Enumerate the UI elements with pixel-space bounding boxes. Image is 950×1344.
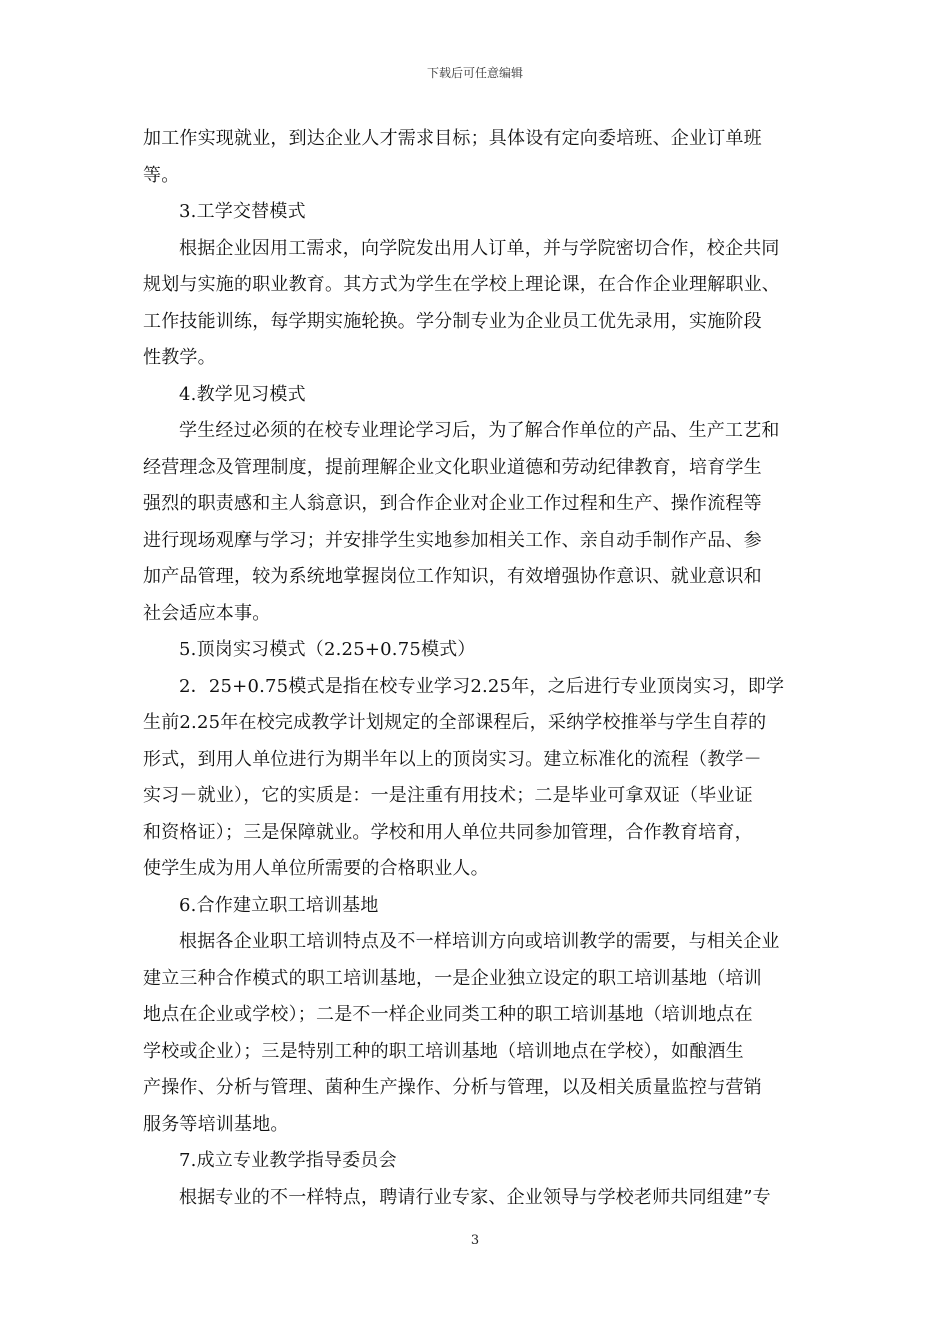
text-line: 形式，到用人单位进行为期半年以上的顶岗实习。建立标准化的流程（教学－: [143, 748, 762, 770]
text-line: 地点在企业或学校）；二是不一样企业同类工种的职工培训基地（培训地点在: [143, 1004, 753, 1025]
text-line: 加工作实现就业，到达企业人才需求目标；具体设有定向委培班、企业订单班: [143, 128, 762, 149]
header-note: 下载后可任意编辑: [426, 66, 523, 80]
text-line: 进行现场观摩与学习；并安排学生实地参加相关工作、亲自动手制作产品、参: [143, 529, 762, 551]
text-line: 和资格证）；三是保障就业。学校和用人单位共同参加管理，合作教育培育，: [143, 821, 753, 843]
text-line: 5.顶岗实习模式（2.25+0.75模式）: [179, 639, 476, 660]
text-line: 生前2.25年在校完成教学计划规定的全部课程后，采纳学校推举与学生自荐的: [143, 712, 767, 733]
text-line: 根据各企业职工培训特点及不一样培训方向或培训教学的需要，与相关企业: [179, 931, 780, 952]
text-line: 服务等培训基地。: [143, 1113, 289, 1135]
text-line: 社会适应本事。: [143, 602, 271, 624]
text-line: 建立三种合作模式的职工培训基地，一是企业独立设定的职工培训基地（培训: [143, 967, 762, 989]
text-line: 工作技能训练，每学期实施轮换。学分制专业为企业员工优先录用，实施阶段: [143, 310, 762, 332]
text-line: 学生经过必须的在校专业理论学习后，为了解合作单位的产品、生产工艺和: [179, 420, 780, 441]
text-line: 使学生成为用人单位所需要的合格职业人。: [143, 858, 489, 879]
document-body: [143, 121, 811, 1216]
page-number: 3: [470, 1233, 480, 1248]
text-line: 产操作、分析与管理、菌种生产操作、分析与管理，以及相关质量监控与营销: [143, 1077, 762, 1098]
text-line: 2．25+0.75模式是指在校专业学习2.25年，之后进行专业顶岗实习，即学: [179, 675, 785, 697]
text-line: 3.工学交替模式: [179, 201, 306, 222]
text-line: 学校或企业）；三是特别工种的职工培训基地（培训地点在学校），如酿酒生: [143, 1040, 744, 1062]
text-line: 7.成立专业教学指导委员会: [179, 1150, 397, 1171]
text-line: 规划与实施的职业教育。其方式为学生在学校上理论课，在合作企业理解职业、: [143, 274, 780, 295]
text-line: 性教学。: [143, 347, 216, 368]
text-line: 等。: [143, 164, 180, 186]
text-line: 经营理念及管理制度，提前理解企业文化职业道德和劳动纪律教育，培育学生: [143, 456, 762, 478]
text-line: 根据企业因用工需求，向学院发出用人订单，并与学院密切合作，校企共同: [179, 237, 780, 259]
text-line: 强烈的职责感和主人翁意识，到合作企业对企业工作过程和生产、操作流程等: [143, 493, 762, 514]
text-line: 6.合作建立职工培训基地: [179, 894, 379, 916]
text-line: 根据专业的不一样特点，聘请行业专家、企业领导与学校老师共同组建”专: [179, 1186, 771, 1208]
text-line: 加产品管理，较为系统地掌握岗位工作知识，有效增强协作意识、就业意识和: [143, 566, 762, 587]
text-line: 4.教学见习模式: [179, 383, 306, 405]
text-line: 实习－就业），它的实质是：一是注重有用技术；二是毕业可拿双证（毕业证: [143, 785, 753, 806]
